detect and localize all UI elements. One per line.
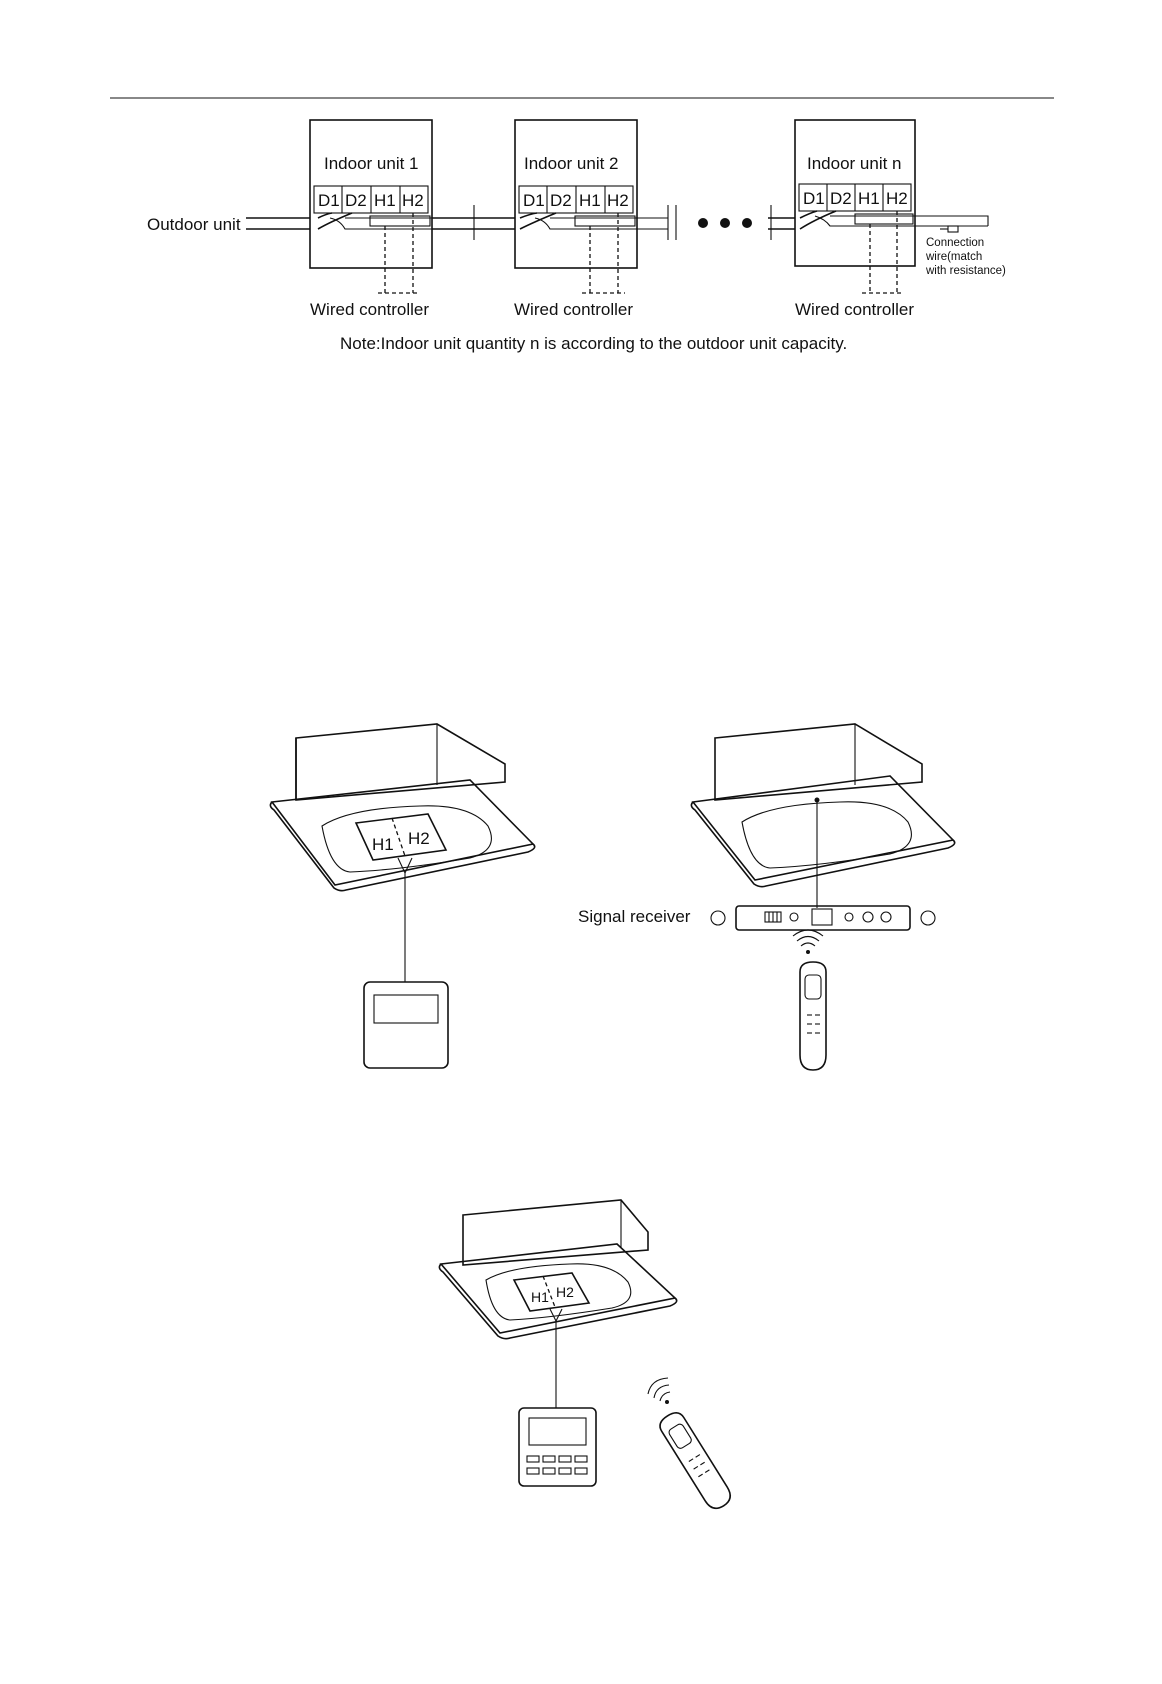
terminal-d2: D2 xyxy=(345,191,367,210)
connection-note-line-1: Connection xyxy=(926,237,985,249)
terminal-h1: H1 xyxy=(531,1289,549,1305)
indoor-unit-2-title: Indoor unit 2 xyxy=(524,154,619,173)
wired-controller-device-icon xyxy=(519,1408,596,1486)
remote-control-icon xyxy=(656,1409,734,1513)
resistor-icon xyxy=(948,226,958,232)
terminal-h1: H1 xyxy=(374,191,396,210)
terminal-h2: H2 xyxy=(556,1284,574,1300)
signal-receiver-label: Signal receiver xyxy=(578,907,691,926)
terminal-h2: H2 xyxy=(402,191,424,210)
terminal-h2: H2 xyxy=(607,191,629,210)
indoor-unit-n xyxy=(795,120,988,319)
wired-controller-label-n: Wired controller xyxy=(795,300,915,319)
capacity-note: Note:Indoor unit quantity n is according to the outdoor unit capacity. xyxy=(340,334,848,353)
indoor-unit-n-title: Indoor unit n xyxy=(807,154,902,173)
terminal-d1: D1 xyxy=(523,191,545,210)
wireless-signal-icon xyxy=(648,1378,670,1404)
terminal-h1: H1 xyxy=(858,189,880,208)
signal-receiver-icon xyxy=(711,906,935,930)
both-controllers-option xyxy=(439,1200,734,1513)
wired-controller-label-2: Wired controller xyxy=(514,300,634,319)
wired-controller-device-icon xyxy=(364,982,448,1068)
terminal-d2: D2 xyxy=(550,191,572,210)
terminal-h1: H1 xyxy=(579,191,601,210)
wired-controller-label-1: Wired controller xyxy=(310,300,430,319)
wired-controller-option xyxy=(270,724,534,1068)
terminal-h2: H2 xyxy=(408,829,430,848)
terminal-d1: D1 xyxy=(318,191,340,210)
connection-note-line-2: wire(match xyxy=(926,251,983,263)
ellipsis-dots-icon xyxy=(698,218,752,228)
remote-control-icon xyxy=(800,962,826,1070)
wireless-signal-icon xyxy=(793,930,823,954)
indoor-unit-1 xyxy=(310,120,460,319)
terminal-h2: H2 xyxy=(886,189,908,208)
remote-receiver-option xyxy=(578,724,955,1070)
indoor-unit-1-title: Indoor unit 1 xyxy=(324,154,419,173)
outdoor-unit-label: Outdoor unit xyxy=(147,215,241,234)
wiring-diagram xyxy=(147,120,1006,353)
terminal-d2: D2 xyxy=(830,189,852,208)
indoor-unit-2 xyxy=(514,120,668,319)
terminal-h1: H1 xyxy=(372,835,394,854)
connection-note-line-3: with resistance) xyxy=(926,265,1006,277)
terminal-d1: D1 xyxy=(803,189,825,208)
